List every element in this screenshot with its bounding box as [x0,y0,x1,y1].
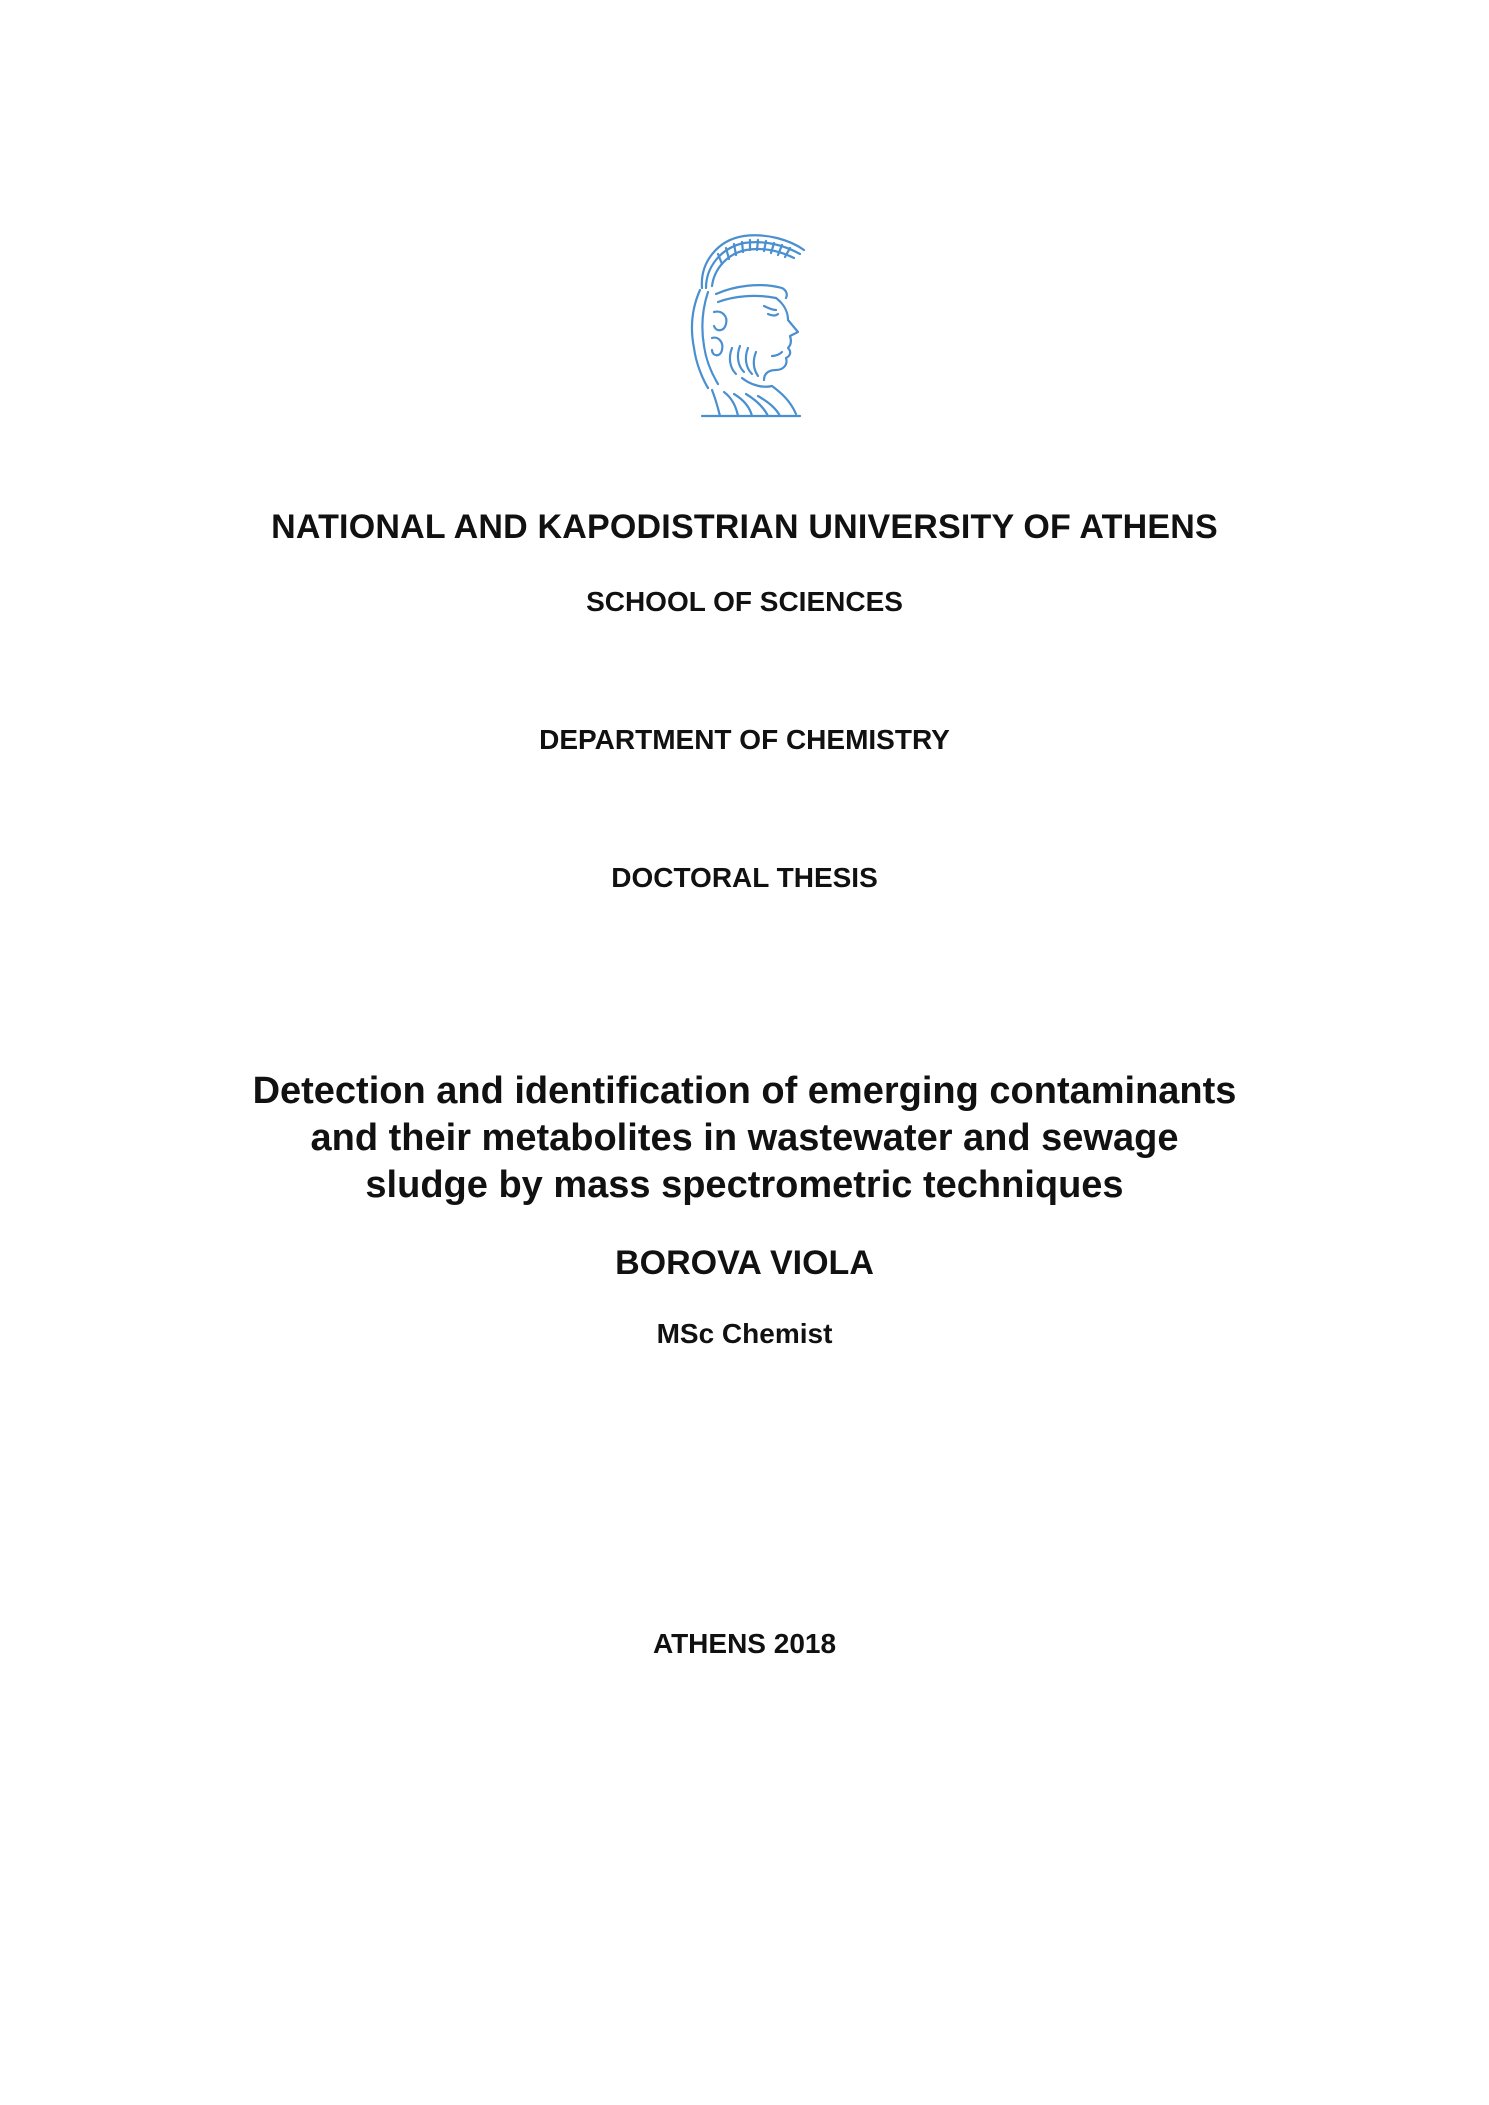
department-name: DEPARTMENT OF CHEMISTRY [539,724,950,755]
thesis-title-line: and their metabolites in wastewater and sewage [310,1117,1179,1159]
university-logo [672,228,818,418]
author-name: BOROVA VIOLA [615,1244,874,1282]
degree-type: DOCTORAL THESIS [611,862,878,893]
place-and-year: ATHENS 2018 [652,1628,837,1659]
thesis-title [0,1068,1489,1209]
athena-head-emblem-icon [672,228,818,418]
thesis-title-line: sludge by mass spectrometric techniques [365,1164,1124,1206]
thesis-title-line: Detection and identification of emerging contaminants [252,1070,1237,1112]
author-qualification: MSc Chemist [656,1318,833,1349]
university-name: NATIONAL AND KAPODISTRIAN UNIVERSITY OF ATHENS [271,508,1218,546]
school-name: SCHOOL OF SCIENCES [586,586,903,617]
